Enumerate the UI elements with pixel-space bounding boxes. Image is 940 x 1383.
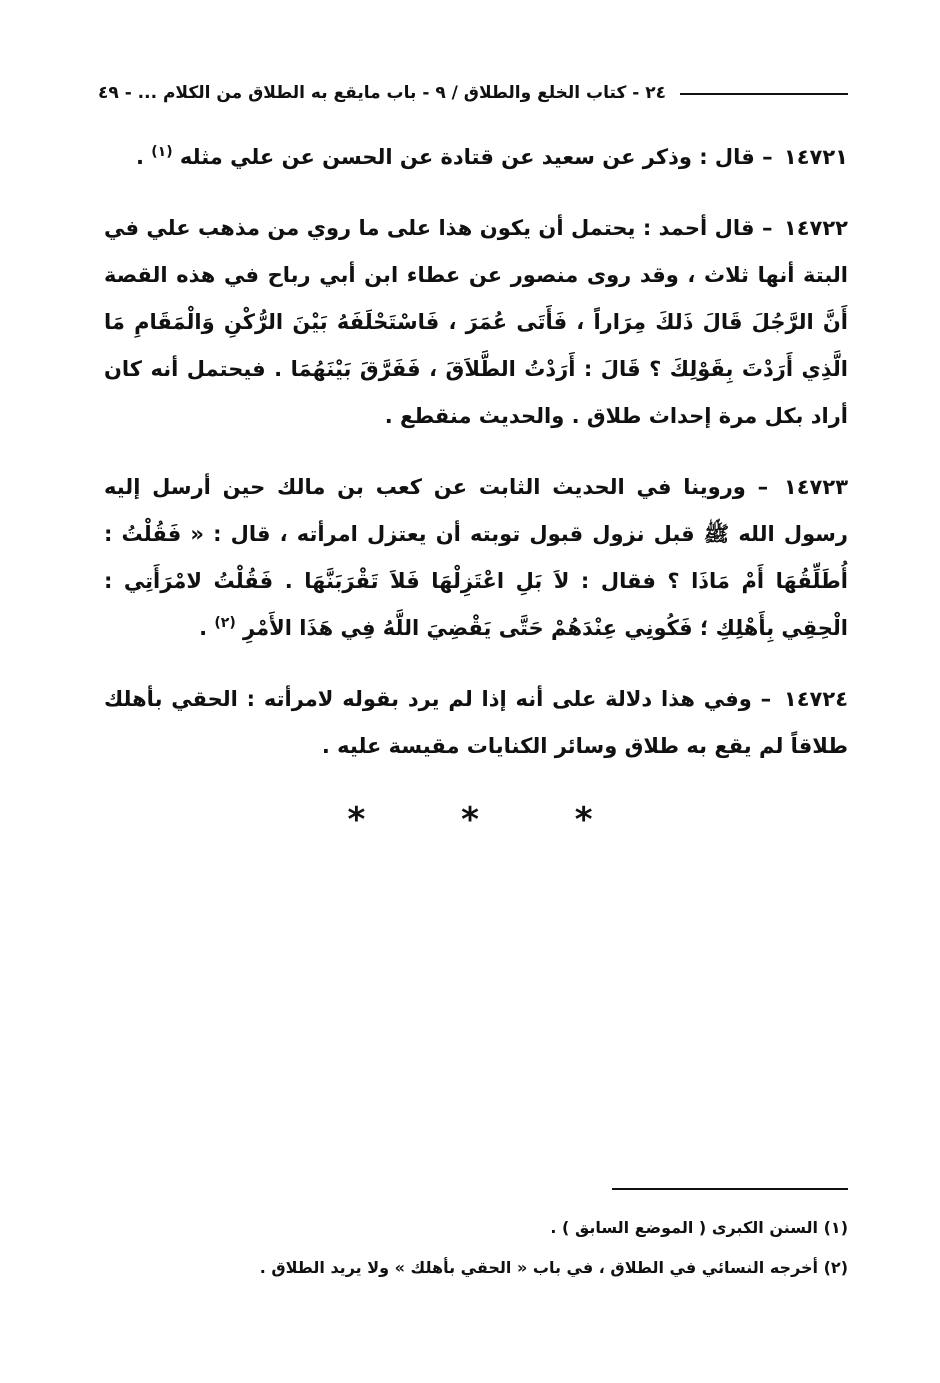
footnotes [200, 1208, 848, 1288]
paragraph-end: . [199, 616, 208, 640]
paragraph-number: ١٤٧٢٢ [783, 216, 848, 240]
running-header [98, 80, 848, 110]
paragraph-number: ١٤٧٢٤ [783, 687, 849, 711]
paragraph-14723 [104, 464, 848, 652]
paragraph-body: – قال : وذكر عن سعيد عن قتادة عن الحسن عن علي مثله [179, 145, 773, 169]
footnote-2: (٢) أخرجه النسائي في الطلاق ، في باب « الحقي بأهلك » ولا يريد الطلاق . [259, 1258, 848, 1277]
section-separator: * * * [347, 800, 635, 840]
main-text [104, 134, 848, 794]
footnote-reference: (١) [151, 144, 173, 160]
paragraph-14724 [104, 676, 848, 770]
paragraph-14721 [104, 134, 848, 181]
header-rule [680, 93, 848, 95]
paragraph-end: . [135, 145, 144, 169]
footnote-rule [612, 1188, 848, 1190]
paragraph-number: ١٤٧٢١ [783, 145, 848, 169]
header-title: ٢٤ - كتاب الخلع والطلاق / ٩ - باب مايقع به الطلاق من الكلام ... - ٤٩ [98, 83, 666, 103]
paragraph-14722 [104, 205, 848, 440]
paragraph-body: – وروينا في الحديث الثابت عن كعب بن مالك حين أرسل إليه رسول الله ﷺ قبل نزول قبول توبته أن يعتزل امرأته ، قال : « فَقُلْتُ : أُطَلِّقُهَا أَمْ مَاذَا ؟ فقال : لاَ بَلِ اعْتَزِلْهَا فَلاَ تَقْرَبَنَّهَا . فَقُلْتُ لامْرَأَتِي : الْحِقِي بِأَهْلِكِ ؛ فَكُونِي عِنْدَهُمْ حَتَّى يَقْضِيَ اللَّهُ فِي هَذَا الأَمْرِ [104, 475, 848, 640]
footnote-reference: (٢) [214, 615, 236, 631]
footnote-1: (١) السنن الكبرى ( الموضع السابق ) . [550, 1218, 848, 1237]
paragraph-body: – وفي هذا دلالة على أنه إذا لم يرد بقوله لامرأته : الحقي بأهلك طلاقاً لم يقع به طلاق وسائر الكنايات مقيسة عليه . [104, 687, 848, 758]
paragraph-number: ١٤٧٢٣ [783, 475, 849, 499]
paragraph-body: – قال أحمد : يحتمل أن يكون هذا على ما روي من مذهب علي في البتة أنها ثلاث ، وقد روى منصور عن عطاء ابن أبي رباح في هذه القصة أَنَّ الرَّجُلَ قَالَ ذَلكَ مِرَاراً ، فَأَتَى عُمَرَ ، فَاسْتَحْلَفَهُ بَيْنَ الرُّكْنِ وَالْمَقَامِ مَا الَّذِي أَرَدْتَ بِقَوْلِكَ ؟ قَالَ : أَرَدْتُ الطَّلاَقَ ، فَفَرَّقَ بَيْنَهُمَا . فيحتمل أنه كان أراد بكل مرة إحداث طلاق . والحديث منقطع . [104, 216, 848, 428]
